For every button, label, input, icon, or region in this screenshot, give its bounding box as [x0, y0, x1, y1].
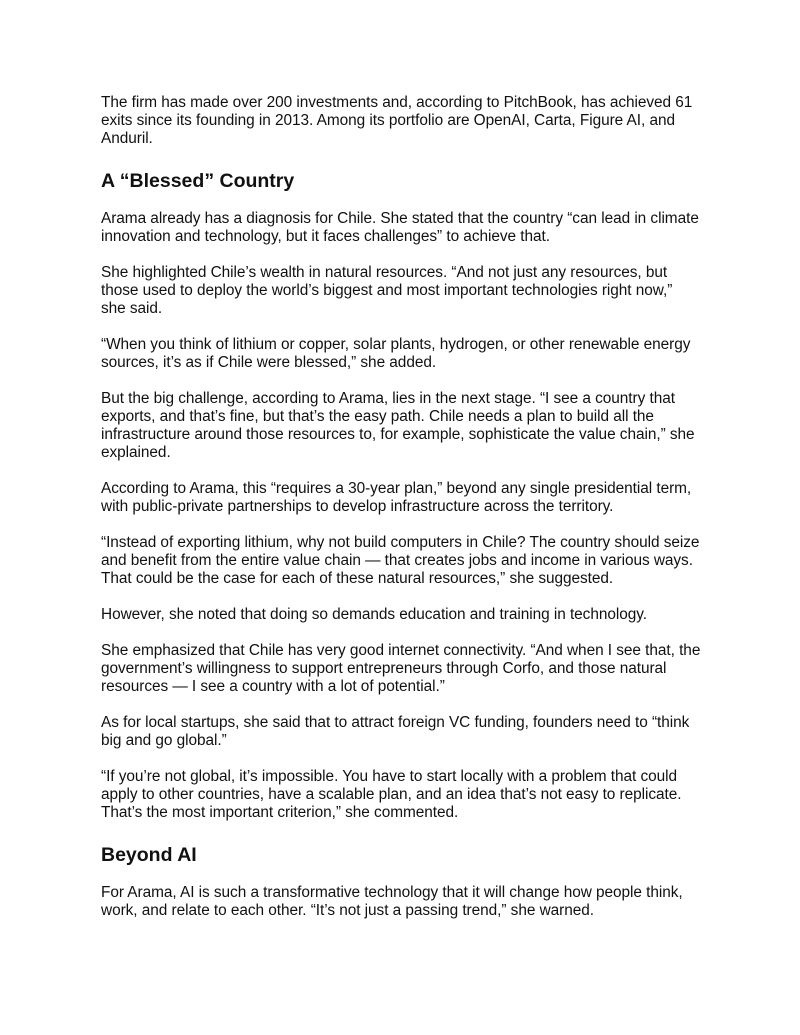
section-heading: Beyond AI — [101, 844, 197, 866]
paragraph: She highlighted Chile’s wealth in natural resources. “And not just any resources, but those used to deploy the world’s biggest and most important technologies right now,” she said. — [101, 264, 673, 317]
section-beyond-ai — [101, 844, 701, 920]
paragraph: “Instead of exporting lithium, why not build computers in Chile? The country should seize and benefit from the entire value chain — that creates jobs and income in various ways. That could be the case for each of these natural resources,” she suggested. — [101, 534, 700, 587]
section-blessed-country — [101, 170, 701, 822]
section-heading: A “Blessed” Country — [101, 170, 295, 192]
paragraph: “When you think of lithium or copper, solar plants, hydrogen, or other renewable energy sources, it’s as if Chile were blessed,” she added. — [101, 336, 691, 371]
paragraph: According to Arama, this “requires a 30-year plan,” beyond any single presidential term, with public-private partnerships to develop infrastructure across the territory. — [101, 480, 692, 515]
paragraph: She emphasized that Chile has very good internet connectivity. “And when I see that, the government’s willingness to support entrepreneurs through Corfo, and those natural resources — I see a country with a lot of potential.” — [101, 642, 701, 695]
paragraph: But the big challenge, according to Arama, lies in the next stage. “I see a country that exports, and that’s fine, but that’s the easy path. Chile needs a plan to build all the infrastructure around those resources to, for example, sophisticate the value chain,” she explained. — [101, 390, 695, 461]
paragraph: For Arama, AI is such a transformative technology that it will change how people think, work, and relate to each other. “It’s not just a passing trend,” she warned. — [101, 884, 683, 919]
paragraph: Arama already has a diagnosis for Chile. She stated that the country “can lead in climate innovation and technology, but it faces challenges” to achieve that. — [101, 210, 699, 245]
document-page — [101, 94, 701, 938]
paragraph: “If you’re not global, it’s impossible. You have to start locally with a problem that could apply to other countries, have a scalable plan, and an idea that’s not easy to replicate. That’s the most important criterion,” she commented. — [101, 768, 682, 821]
paragraph: However, she noted that doing so demands education and training in technology. — [101, 606, 647, 623]
intro-paragraph: The firm has made over 200 investments and, according to PitchBook, has achieved 61 exits since its founding in 2013. Among its portfolio are OpenAI, Carta, Figure AI, and Anduril. — [101, 94, 693, 147]
paragraph: As for local startups, she said that to attract foreign VC funding, founders need to “think big and go global.” — [101, 714, 690, 749]
